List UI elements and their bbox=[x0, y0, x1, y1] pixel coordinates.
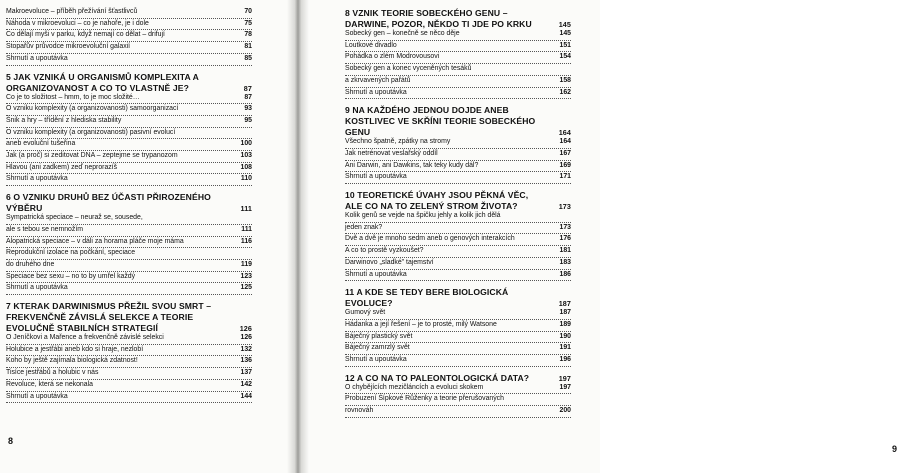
toc-entry-page: 145 bbox=[559, 30, 571, 37]
toc-chapter bbox=[6, 192, 252, 295]
toc-entry bbox=[6, 214, 252, 225]
toc-entry-page: 162 bbox=[559, 88, 571, 96]
chapter-title: 10 TEORETICKÉ ÚVAHY JSOU PĚKNÁ VĚC, ALE CO NA TO ZELENÝ STROM ŽIVOTA? bbox=[345, 190, 529, 212]
toc-entry bbox=[345, 407, 571, 418]
chapter-page: 197 bbox=[558, 373, 571, 383]
toc-entry-title: Hlavou (ani zadkem) zeď neprorazíš bbox=[6, 163, 118, 171]
toc-entry-page: 183 bbox=[559, 258, 571, 266]
chapter-title: 8 VZNIK TEORIE SOBECKÉHO GENU – DARWINE, POZOR, NĚKDO TI JDE PO KRKU bbox=[345, 8, 532, 29]
toc-entry-title: Holubice a jestřábi aneb kdo si hraje, nezlobí bbox=[6, 345, 144, 353]
toc-entry-page: 181 bbox=[559, 247, 571, 255]
toc-entry-page: 164 bbox=[559, 138, 571, 146]
toc-entry bbox=[6, 152, 252, 163]
toc-entry bbox=[345, 395, 571, 406]
toc-entry-title: Co dělají myši v parku, když nemají co dělat – drifují bbox=[6, 31, 165, 39]
right-page bbox=[309, 0, 897, 473]
toc-entry-title: Shrnutí a upoutávka bbox=[345, 356, 407, 364]
toc-entry-title: rovnováh bbox=[345, 407, 374, 415]
chapter-title: 12 A CO NA TO PALEONTOLOGICKÁ DATA? bbox=[345, 372, 530, 383]
toc-entry-page: 200 bbox=[559, 407, 571, 415]
toc-entry bbox=[6, 273, 252, 284]
toc-entry bbox=[6, 346, 252, 357]
toc-entry bbox=[345, 138, 571, 149]
toc-entry-title: O chybějících mezičláncích a evoluci skokem bbox=[345, 383, 484, 391]
toc-entry bbox=[345, 212, 571, 223]
toc-entry-page: 144 bbox=[240, 392, 252, 400]
toc-entry bbox=[6, 164, 252, 175]
toc-entry-title: Co je to složitost – hmm, to je moc složité… bbox=[6, 93, 140, 101]
chapter-heading bbox=[345, 8, 571, 30]
left-toc-column bbox=[6, 8, 252, 409]
toc-entry-title: Jak netrénovat veslařský oddíl bbox=[345, 149, 438, 157]
toc-entry-page: 173 bbox=[559, 223, 571, 231]
toc-entry bbox=[345, 247, 571, 258]
toc-entry-page: 158 bbox=[559, 76, 571, 84]
toc-entry bbox=[345, 309, 571, 320]
toc-entry bbox=[6, 175, 252, 186]
right-page-number: 9 bbox=[892, 444, 897, 454]
toc-entry-page: 197 bbox=[559, 383, 571, 391]
toc-entry-title: O vzniku komplexity (a organizovanosti) pasivní evolucí bbox=[6, 128, 176, 136]
toc-entry bbox=[345, 271, 571, 282]
toc-entry-page: 116 bbox=[240, 237, 252, 245]
toc-entry bbox=[345, 53, 571, 64]
toc-entry-page: 81 bbox=[244, 43, 252, 51]
toc-entry-title: Báječný zamrzlý svět bbox=[345, 344, 410, 352]
toc-entry bbox=[345, 77, 571, 88]
toc-entry-title: ale s tebou se nemnožím bbox=[6, 225, 83, 233]
chapter-heading bbox=[345, 373, 571, 384]
toc-entry-title: Shrnutí a upoutávka bbox=[345, 270, 407, 278]
toc-entry-page: 154 bbox=[559, 53, 571, 61]
toc-entry-page: 95 bbox=[244, 116, 252, 124]
toc-entry bbox=[345, 162, 571, 173]
toc-entry bbox=[6, 117, 252, 128]
toc-entry bbox=[6, 261, 252, 272]
chapter-page: 111 bbox=[240, 204, 252, 214]
toc-entry-title: Speciace bez sexu – no to by umřel každý bbox=[6, 272, 136, 280]
chapter-heading bbox=[345, 190, 571, 212]
toc-entry-page: 111 bbox=[241, 225, 252, 233]
toc-entry-page: 103 bbox=[240, 152, 252, 160]
chapter-page: 87 bbox=[243, 83, 252, 93]
toc-entry-page: 123 bbox=[240, 272, 252, 280]
toc-entry-page: 100 bbox=[240, 140, 252, 148]
toc-entry bbox=[345, 89, 571, 100]
toc-entry bbox=[6, 43, 252, 54]
chapter-page: 145 bbox=[558, 20, 571, 29]
toc-entry-page: 187 bbox=[559, 309, 571, 317]
toc-entry bbox=[6, 129, 252, 140]
toc-entry-page: 186 bbox=[559, 270, 571, 278]
toc-entry-title: O vzniku komplexity (a organizovanosti) samoorganizací bbox=[6, 105, 179, 113]
toc-entry bbox=[6, 105, 252, 116]
toc-chapter bbox=[345, 8, 571, 99]
toc-entry bbox=[345, 150, 571, 161]
toc-entry-title: Pohádka o zlém Modrovousovi bbox=[345, 53, 440, 61]
book-gutter bbox=[287, 0, 309, 473]
toc-entry-title: Dvě a dvě je mnoho sedm aneb o genových interakcích bbox=[345, 235, 515, 243]
toc-entry-title: Probuzení Šípkové Růženky a teorie přerušovaných bbox=[345, 395, 504, 403]
toc-entry-page: 136 bbox=[240, 357, 252, 365]
toc-entry-title: Darwinovo „sladké" tajemství bbox=[345, 258, 434, 266]
toc-entry-title: Všechno špatně, zpátky na stromy bbox=[345, 138, 451, 146]
toc-entry-page: 189 bbox=[559, 320, 571, 328]
toc-entry bbox=[345, 235, 571, 246]
toc-entry bbox=[345, 42, 571, 53]
toc-entry-page: 151 bbox=[559, 41, 571, 49]
toc-entry bbox=[345, 356, 571, 367]
toc-chapter bbox=[345, 373, 571, 418]
toc-entry-title: Stopařův průvodce mikroevoluční galaxií bbox=[6, 43, 131, 51]
toc-entry-page: 119 bbox=[240, 260, 252, 268]
toc-entry-title: Shrnutí a upoutávka bbox=[6, 392, 68, 400]
toc-entry bbox=[6, 238, 252, 249]
chapter-page: 187 bbox=[558, 299, 571, 309]
toc-entry-title: aneb evoluční tušeřina bbox=[6, 140, 76, 148]
toc-entry-page: 75 bbox=[244, 19, 252, 27]
toc-entry-title: A co to prostě vyzkoušet? bbox=[345, 247, 424, 255]
chapter-page: 173 bbox=[558, 202, 571, 212]
toc-entry-page: 126 bbox=[240, 334, 252, 342]
toc-chapter bbox=[345, 105, 571, 184]
toc-entry bbox=[6, 357, 252, 368]
toc-entry bbox=[345, 259, 571, 270]
toc-entry bbox=[345, 344, 571, 355]
toc-entry-page: 167 bbox=[559, 149, 571, 157]
toc-entry-page: 125 bbox=[240, 284, 252, 292]
toc-entry-page: 87 bbox=[244, 93, 252, 101]
toc-entry bbox=[6, 140, 252, 151]
toc-entry-title: Loutkové divadlo bbox=[345, 41, 397, 49]
right-toc-column bbox=[345, 8, 571, 424]
toc-entry bbox=[6, 8, 252, 19]
toc-entry-title: Shrnutí a upoutávka bbox=[345, 88, 407, 96]
chapter-title: 6 O VZNIKU DRUHŮ BEZ ÚČASTI PŘIROZENÉHO VÝBĚRU bbox=[6, 192, 211, 214]
toc-entry-title: Makroevoluce – příběh přežívání šťastlivců bbox=[6, 8, 138, 15]
toc-entry-title: O Jeníčkovi a Mařence a frekvenčně závislé selekci bbox=[6, 334, 164, 342]
toc-entry-page: 196 bbox=[559, 356, 571, 364]
toc-entry bbox=[345, 224, 571, 235]
toc-entry bbox=[6, 20, 252, 31]
toc-entry bbox=[6, 369, 252, 380]
toc-entry-page: 191 bbox=[559, 344, 571, 352]
toc-entry-title: Shrnutí a upoutávka bbox=[6, 284, 68, 292]
toc-entry bbox=[345, 30, 571, 41]
toc-entry-title: Náhoda v mikroevoluci – co je nahoře, je i dole bbox=[6, 19, 149, 27]
toc-entry-title: jeden znak? bbox=[345, 223, 383, 231]
toc-entry-title: Jak (a proč) si zeditovat DNA – zeptejme se trypanozom bbox=[6, 152, 178, 160]
left-page bbox=[0, 0, 287, 473]
toc-entry bbox=[6, 55, 252, 66]
toc-entry-title: Tisíce jestřábů a holubic v nás bbox=[6, 369, 99, 377]
chapter-heading bbox=[345, 287, 571, 309]
toc-entry bbox=[345, 65, 571, 76]
toc-entry-page: 142 bbox=[240, 380, 252, 388]
chapter-heading bbox=[6, 72, 252, 94]
toc-entry bbox=[6, 226, 252, 237]
chapter-title: 11 A KDE SE TEDY BERE BIOLOGICKÁ EVOLUCE? bbox=[345, 287, 509, 309]
chapter-heading bbox=[6, 192, 252, 214]
toc-entry bbox=[6, 94, 252, 105]
toc-entry-title: Koho by ještě zajímala biologická zdatnost! bbox=[6, 357, 138, 365]
toc-entry bbox=[6, 284, 252, 295]
toc-entry-title: Revoluce, která se nekonala bbox=[6, 380, 93, 388]
toc-entry-page: 78 bbox=[244, 31, 252, 39]
toc-entry-page: 176 bbox=[559, 235, 571, 243]
toc-entry-page: 110 bbox=[240, 175, 252, 183]
toc-entry-title: Shrnutí a upoutávka bbox=[345, 173, 407, 181]
toc-chapter bbox=[345, 287, 571, 367]
chapter-title: 7 KTERAK DARWINISMUS PŘEŽIL SVOU SMRT – FREKVENČNĚ ZÁVISLÁ SELEKCE A TEORIE EVOLUČNĚ STABILNÍCH STRATEGIÍ bbox=[6, 301, 212, 334]
toc-entry-page: 171 bbox=[559, 173, 571, 181]
toc-entry-title: Báječný plastický svět bbox=[345, 332, 413, 340]
toc-entry-title: Gumový svět bbox=[345, 309, 386, 317]
chapter-title: 5 JAK VZNIKÁ U ORGANISMŮ KOMPLEXITA A ORGANIZOVANOST A CO TO VLASTNĚ JE? bbox=[6, 71, 199, 93]
toc-entry-page: 93 bbox=[244, 105, 252, 113]
toc-entry bbox=[6, 381, 252, 392]
toc-entry-page: 70 bbox=[244, 8, 252, 15]
toc-entry-title: Ani Darwin, ani Dawkins, tak teky kudy dál? bbox=[345, 161, 479, 169]
toc-continued-entries bbox=[6, 8, 252, 66]
chapter-page: 126 bbox=[239, 324, 252, 334]
toc-entry-title: Šnik a hry – třídění z hlediska stability bbox=[6, 116, 122, 124]
toc-entry-page: 137 bbox=[240, 369, 252, 377]
toc-entry-page: 132 bbox=[240, 345, 252, 353]
toc-entry-title: Hádanka a její řešení – je to prosté, milý Watsone bbox=[345, 320, 497, 328]
chapter-title: 9 NA KAŽDÉHO JEDNOU DOJDE ANEB KOSTLIVEC VE SKŘÍNI TEORIE SOBECKÉHO GENU bbox=[345, 105, 536, 138]
toc-entry-page: 169 bbox=[559, 161, 571, 169]
toc-entry-title: Alopatrická speciace – v dáli za horama pláče moje máma bbox=[6, 237, 184, 245]
chapter-heading bbox=[345, 105, 571, 138]
toc-entry-title: Sympatrická speciace – neuraž se, sousede, bbox=[6, 214, 143, 222]
toc-entry-title: Shrnutí a upoutávka bbox=[6, 175, 68, 183]
chapter-heading bbox=[6, 301, 252, 334]
toc-chapter bbox=[345, 190, 571, 281]
toc-entry-title: Shrnutí a upoutávka bbox=[6, 54, 68, 62]
toc-entry bbox=[345, 321, 571, 332]
toc-entry-title: Sobecký gen – konečně se něco děje bbox=[345, 30, 460, 37]
toc-entry bbox=[6, 334, 252, 345]
chapter-page: 164 bbox=[558, 128, 571, 138]
toc-entry-page: 108 bbox=[240, 163, 252, 171]
toc-entry-title: Reprodukční izolace na počkání, speciace bbox=[6, 249, 136, 257]
left-page-number: 8 bbox=[8, 436, 14, 446]
toc-entry bbox=[6, 393, 252, 404]
toc-entry bbox=[345, 333, 571, 344]
toc-entry bbox=[345, 384, 571, 395]
toc-chapter bbox=[6, 301, 252, 403]
toc-entry-title: do druhého dne bbox=[6, 260, 55, 268]
toc-entry-title: Sobecký gen a konec vyceněných tesáků bbox=[345, 65, 472, 73]
toc-entry-title: a zkrvavených pařátů bbox=[345, 76, 411, 84]
toc-entry-page: 190 bbox=[559, 332, 571, 340]
toc-entry-page: 85 bbox=[244, 54, 252, 62]
toc-entry bbox=[345, 173, 571, 184]
toc-entry-title: Kolik genů se vejde na špičku jehly a kolik jich dělá bbox=[345, 212, 501, 220]
toc-entry bbox=[6, 249, 252, 260]
toc-entry bbox=[6, 31, 252, 42]
toc-chapter bbox=[6, 72, 252, 187]
